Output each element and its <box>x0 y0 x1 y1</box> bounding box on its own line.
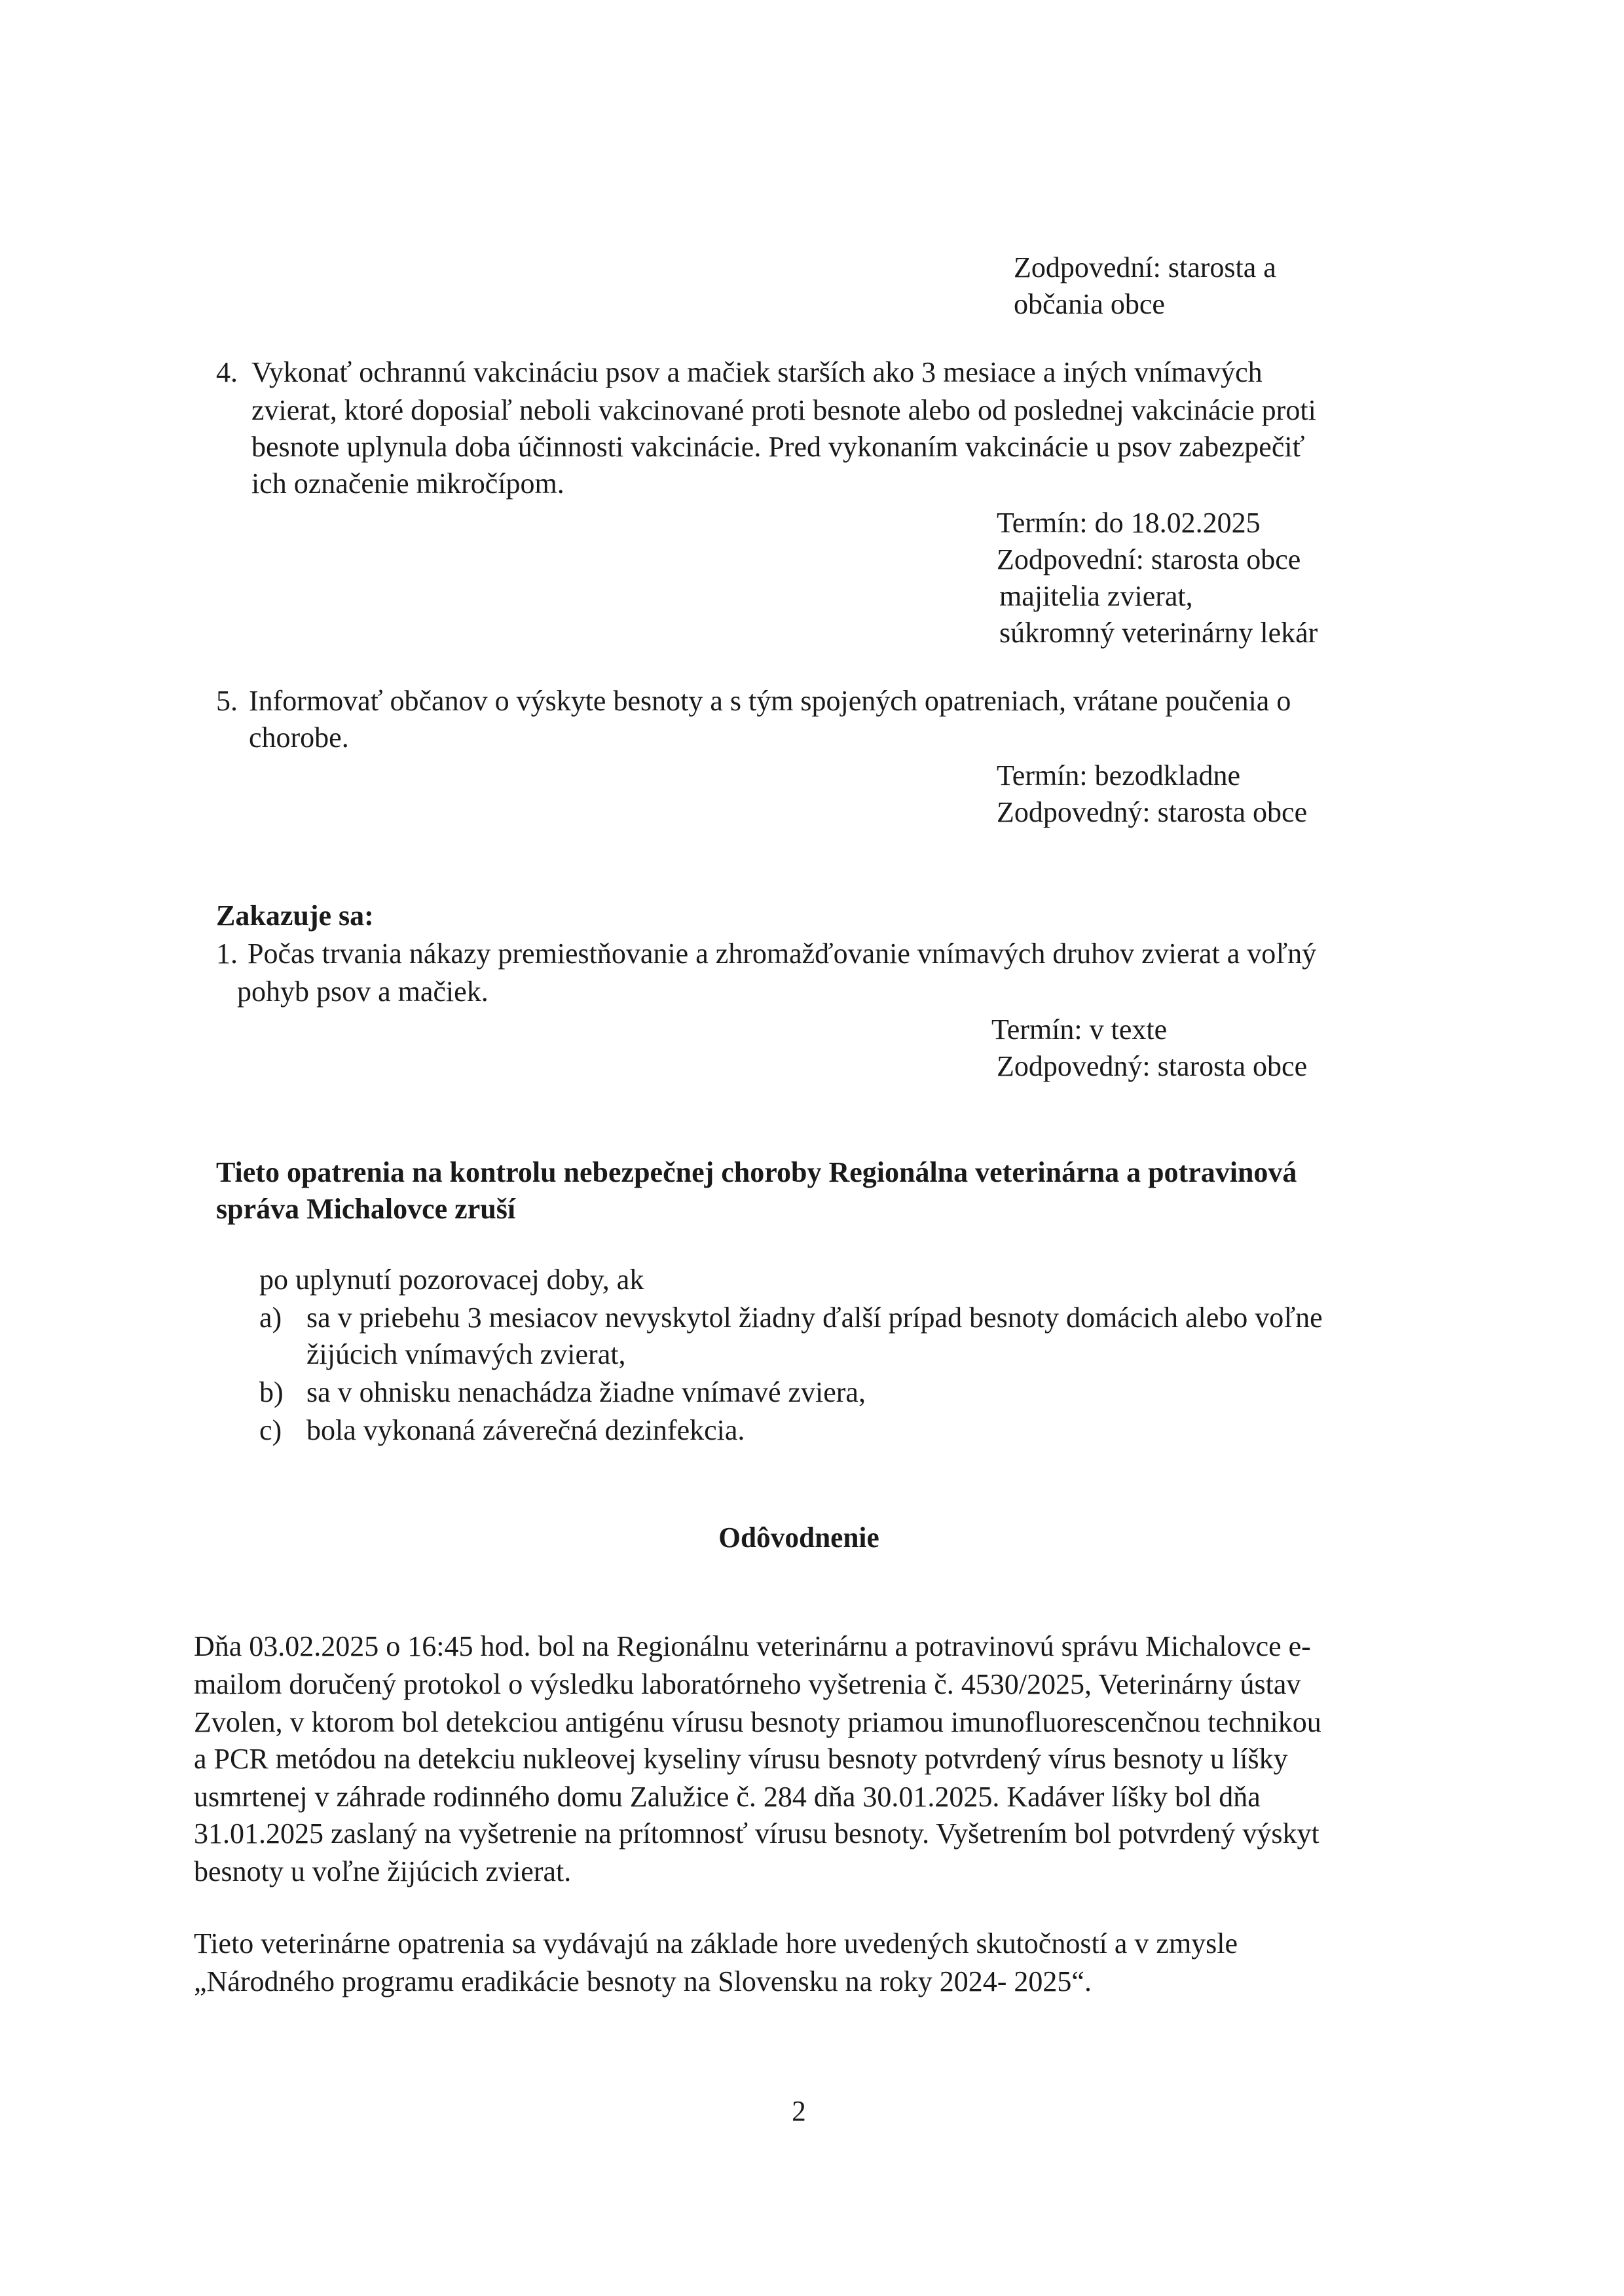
prohibited-line: pohyb psov a mačiek. <box>237 975 489 1008</box>
justification-p1-line: Zvolen, v ktorom bol detekciou antigénu vírusu besnoty priamou imunofluorescenčnou technikou <box>194 1706 1321 1738</box>
cancellation-heading: Tieto opatrenia na kontrolu nebezpečnej choroby Regionálna veterinárna a potravinová <box>216 1156 1297 1188</box>
prohibited-number: 1. <box>216 938 238 970</box>
item4-line: Vykonať ochrannú vakcináciu psov a mačiek starších ako 3 mesiace a iných vnímavých <box>251 356 1263 388</box>
cancellation-marker: b) <box>259 1376 284 1408</box>
item4-responsible: Zodpovední: starosta obce <box>997 543 1301 575</box>
justification-heading: Odôvodnenie <box>718 1522 879 1554</box>
justification-p1-line: a PCR metódou na detekciu nukleovej kyseliny vírusu besnoty potvrdený vírus besnoty u líšky <box>194 1743 1288 1775</box>
item4-line: zvierat, ktoré doposiaľ neboli vakcinované proti besnote alebo od poslednej vakcinácie proti <box>251 394 1316 426</box>
justification-p1-line: mailom doručený protokol o výsledku laboratórneho vyšetrenia č. 4530/2025, Veterinárny ústav <box>194 1668 1301 1700</box>
justification-p1-line: 31.01.2025 zaslaný na vyšetrenie na prítomnosť vírusu besnoty. Vyšetrením bol potvrdený výskyt <box>194 1817 1320 1850</box>
item4-term: Termín: do 18.02.2025 <box>997 507 1261 539</box>
item4-line: ich označenie mikročípom. <box>251 467 564 500</box>
item4-line: besnote uplynula doba účinnosti vakcinácie. Pred vykonaním vakcinácie u psov zabezpečiť <box>251 431 1305 463</box>
justification-p1-line: Dňa 03.02.2025 o 16:45 hod. bol na Regionálnu veterinárnu a potravinovú správu Michalovce e- <box>194 1630 1311 1662</box>
cancellation-item-line: sa v ohnisku nenachádza žiadne vnímavé zviera, <box>306 1376 866 1408</box>
cancellation-marker: a) <box>259 1302 282 1334</box>
top-responsible-line2: občania obce <box>1014 288 1165 320</box>
cancellation-marker: c) <box>259 1414 282 1446</box>
top-responsible-line1: Zodpovední: starosta a <box>1014 251 1276 283</box>
item5-responsible: Zodpovedný: starosta obce <box>997 796 1308 828</box>
item4-responsible: súkromný veterinárny lekár <box>999 617 1318 649</box>
item4-number: 4. <box>216 356 238 388</box>
prohibited-term: Termín: v texte <box>991 1013 1168 1046</box>
item5-line: chorobe. <box>249 721 349 754</box>
justification-p1-line: usmrtenej v záhrade rodinného domu Zalužice č. 284 dňa 30.01.2025. Kadáver líšky bol dňa <box>194 1781 1261 1813</box>
cancellation-item-line: žijúcich vnímavých zvierat, <box>306 1338 626 1370</box>
prohibited-line: Počas trvania nákazy premiestňovanie a zhromažďovanie vnímavých druhov zvierat a voľný <box>248 938 1317 970</box>
item5-number: 5. <box>216 685 238 717</box>
justification-p2-line: „Národného programu eradikácie besnoty na Slovensku na roky 2024- 2025“. <box>194 1965 1092 1997</box>
page-number: 2 <box>792 2095 806 2127</box>
cancellation-item-line: bola vykonaná záverečná dezinfekcia. <box>306 1414 745 1446</box>
prohibited-heading: Zakazuje sa: <box>216 900 374 932</box>
cancellation-heading: správa Michalovce zruší <box>216 1193 516 1225</box>
cancellation-intro: po uplynutí pozorovacej doby, ak <box>259 1264 644 1296</box>
cancellation-item-line: sa v priebehu 3 mesiacov nevyskytol žiadny ďalší prípad besnoty domácich alebo voľne <box>306 1302 1323 1334</box>
prohibited-responsible: Zodpovedný: starosta obce <box>997 1050 1308 1082</box>
item5-line: Informovať občanov o výskyte besnoty a s tým spojených opatreniach, vrátane poučenia o <box>249 685 1291 717</box>
justification-p2-line: Tieto veterinárne opatrenia sa vydávajú na základe hore uvedených skutočností a v zmysle <box>194 1927 1238 1959</box>
item5-term: Termín: bezodkladne <box>997 759 1241 792</box>
item4-responsible: majitelia zvierat, <box>999 580 1193 612</box>
justification-p1-line: besnoty u voľne žijúcich zvierat. <box>194 1855 572 1887</box>
